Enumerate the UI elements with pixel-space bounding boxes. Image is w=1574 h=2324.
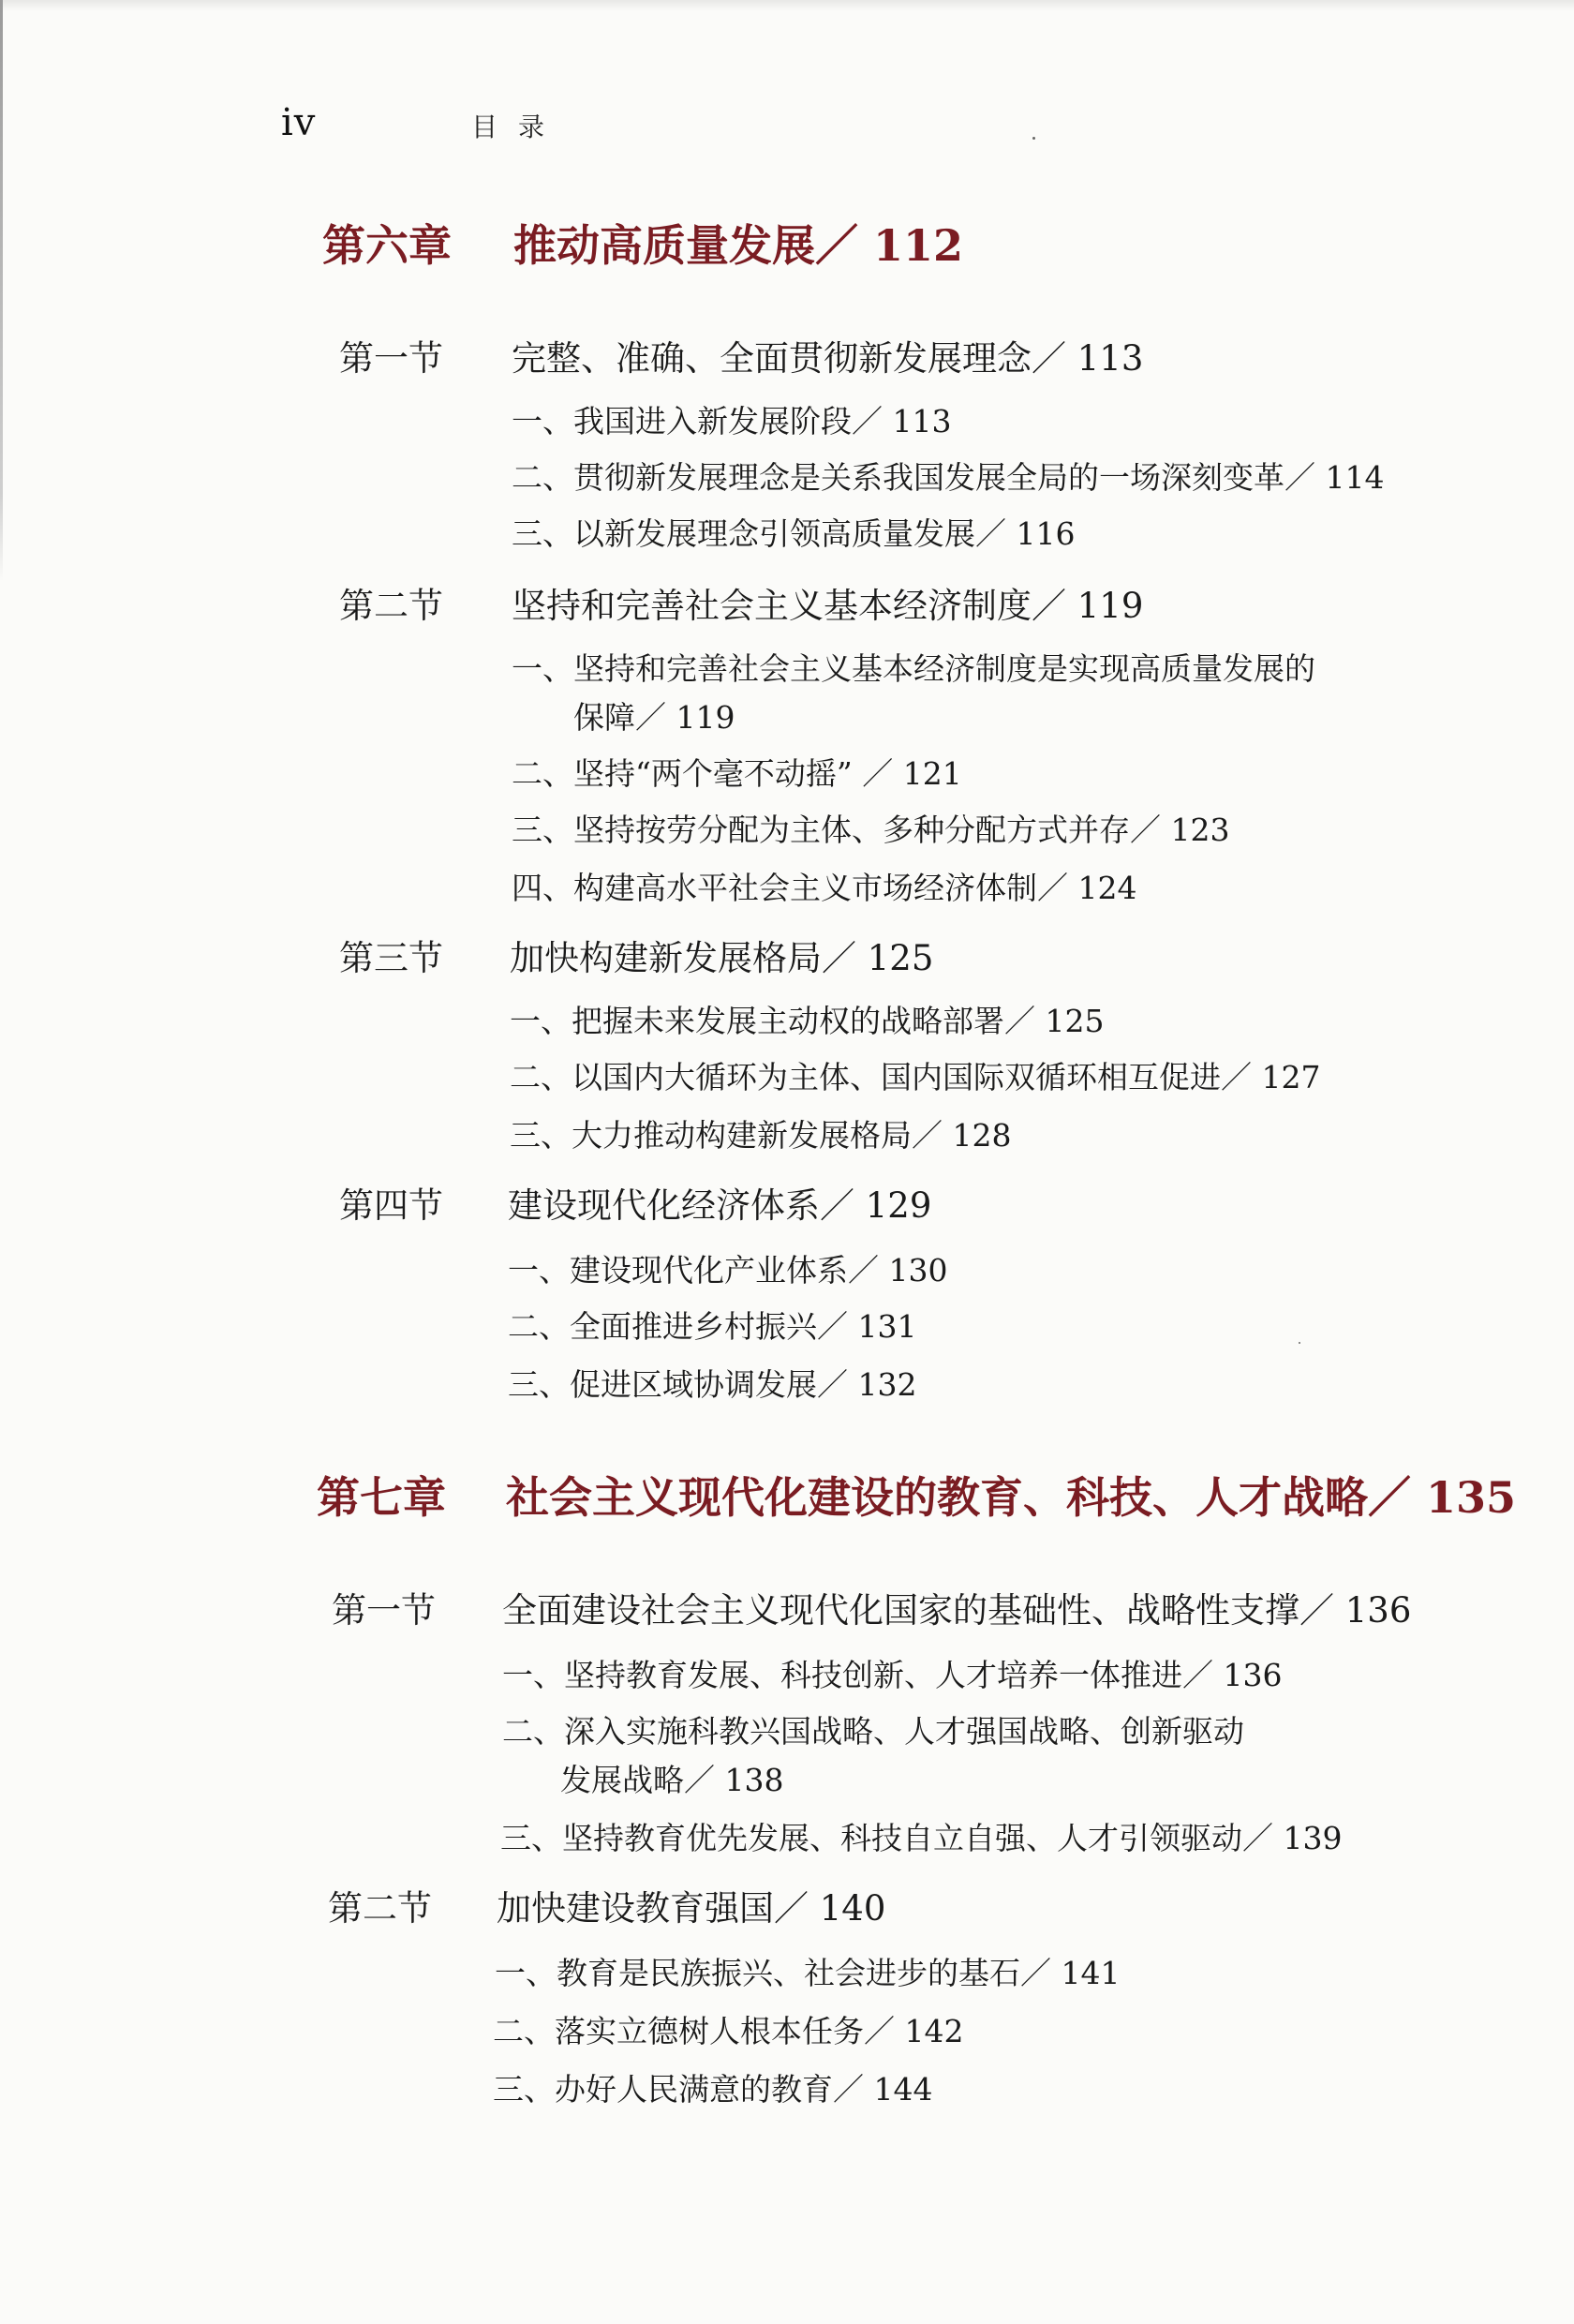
toc-item[interactable]: 二、深入实施科教兴国战略、人才强国战略、创新驱动 [502,1713,1244,1750]
toc-item-continuation[interactable]: 保障／ 119 [573,699,735,736]
chapter-label: 第七章 [317,1472,446,1523]
toc-item[interactable]: 三、大力推动构建新发展格局／ 128 [510,1117,1012,1154]
toc-item[interactable]: 一、坚持和完善社会主义基本经济制度是实现高质量发展的 [512,650,1315,687]
scan-speck [1299,1342,1300,1344]
toc-item-continuation[interactable]: 发展战略／ 138 [560,1762,784,1798]
section-label: 第二节 [339,586,443,626]
toc-item[interactable]: 三、以新发展理念引领高质量发展／ 116 [512,515,1076,552]
toc-item[interactable]: 二、全面推进乡村振兴／ 131 [508,1308,917,1345]
chapter-title[interactable]: 推动高质量发展／ 112 [513,220,964,271]
toc-item[interactable]: 一、坚持教育发展、科技创新、人才培养一体推进／ 136 [502,1657,1283,1693]
running-header-title: 目录 [471,112,566,142]
section-title[interactable]: 加快建设教育强国／ 140 [497,1888,886,1929]
section-label: 第三节 [339,938,443,978]
toc-item[interactable]: 三、促进区域协调发展／ 132 [508,1366,917,1403]
toc-item[interactable]: 二、贯彻新发展理念是关系我国发展全局的一场深刻变革／ 114 [512,459,1385,496]
toc-item[interactable]: 三、坚持教育优先发展、科技自立自强、人才引领驱动／ 139 [500,1820,1343,1856]
section-title[interactable]: 全面建设社会主义现代化国家的基础性、战略性支撑／ 136 [502,1590,1412,1631]
section-label: 第一节 [339,338,443,379]
toc-item[interactable]: 二、以国内大循环为主体、国内国际双循环相互促进／ 127 [510,1059,1321,1095]
section-label: 第四节 [339,1185,443,1226]
toc-item[interactable]: 二、落实立德树人根本任务／ 142 [493,2013,964,2049]
toc-item[interactable]: 三、办好人民满意的教育／ 144 [493,2071,933,2108]
page-top-shadow [0,0,1574,11]
toc-item[interactable]: 一、建设现代化产业体系／ 130 [508,1252,948,1289]
chapter-label: 第六章 [322,220,452,271]
toc-item[interactable]: 一、教育是民族振兴、社会进步的基石／ 141 [495,1955,1121,1991]
chapter-title[interactable]: 社会主义现代化建设的教育、科技、人才战略／ 135 [506,1472,1517,1523]
page-edge-shadow [0,0,3,581]
scan-speck [1032,137,1035,140]
section-label: 第二节 [328,1888,432,1929]
toc-item[interactable]: 二、坚持“两个毫不动摇” ／ 121 [512,755,962,792]
section-label: 第一节 [332,1590,436,1631]
section-title[interactable]: 完整、准确、全面贯彻新发展理念／ 113 [512,338,1144,379]
section-title[interactable]: 坚持和完善社会主义基本经济制度／ 119 [512,586,1144,626]
toc-item[interactable]: 一、我国进入新发展阶段／ 113 [512,403,952,439]
page-number: iv [281,101,317,144]
section-title[interactable]: 加快构建新发展格局／ 125 [510,938,934,978]
toc-item[interactable]: 三、坚持按劳分配为主体、多种分配方式并存／ 123 [512,812,1230,848]
toc-item[interactable]: 一、把握未来发展主动权的战略部署／ 125 [510,1003,1105,1039]
section-title[interactable]: 建设现代化经济体系／ 129 [508,1185,932,1226]
toc-item[interactable]: 四、构建高水平社会主义市场经济体制／ 124 [512,870,1137,906]
